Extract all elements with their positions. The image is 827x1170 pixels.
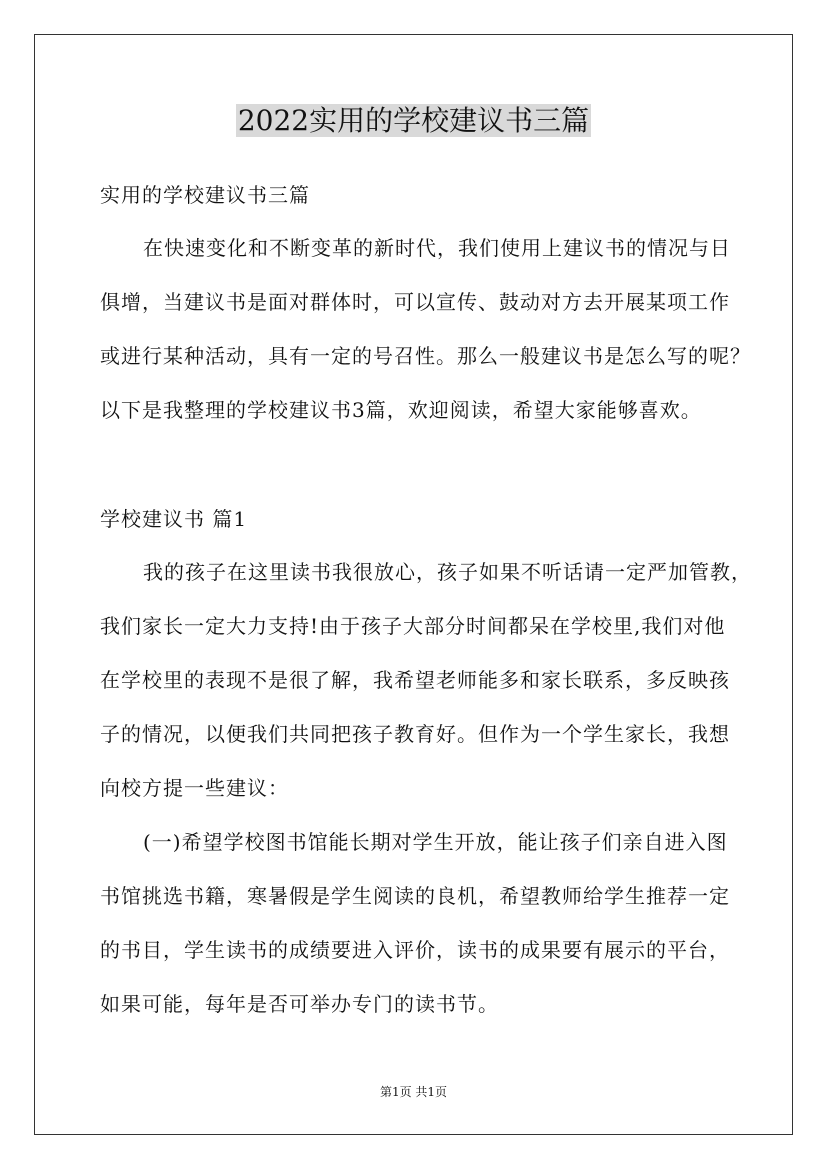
para1-line: 我们家长一定大力支持!由于孩子大部分时间都呆在学校里,我们对他 <box>100 614 726 638</box>
para1-line: 我的孩子在这里读书我很放心，孩子如果不听话请一定严加管教， <box>143 560 752 584</box>
intro-line: 以下是我整理的学校建议书3篇，欢迎阅读，希望大家能够喜欢。 <box>100 398 702 422</box>
para2-line: 书馆挑选书籍，寒暑假是学生阅读的良机，希望教师给学生推荐一定 <box>100 884 730 908</box>
para1-line: 子的情况，以便我们共同把孩子教育好。但作为一个学生家长，我想 <box>100 722 730 746</box>
intro-line: 在快速变化和不断变革的新时代，我们使用上建议书的情况与日 <box>143 236 731 260</box>
para1-line: 在学校里的表现不是很了解，我希望老师能多和家长联系，多反映孩 <box>100 668 730 692</box>
section-heading: 学校建议书 篇1 <box>100 507 248 531</box>
para2-line: (一)希望学校图书馆能长期对学生开放，能让孩子们亲自进入图 <box>143 830 728 854</box>
para2-line: 如果可能，每年是否可举办专门的读书节。 <box>100 992 499 1016</box>
intro-line: 或进行某种活动，具有一定的号召性。那么一般建议书是怎么写的呢？ <box>100 344 751 368</box>
page-footer <box>0 1084 827 1100</box>
para1-line: 向校方提一些建议： <box>100 776 289 800</box>
document-subtitle: 实用的学校建议书三篇 <box>100 183 310 207</box>
page-number-label: 第1页 共1页 <box>379 1085 448 1099</box>
intro-line: 俱增，当建议书是面对群体时，可以宣传、鼓动对方去开展某项工作 <box>100 290 730 314</box>
para2-line: 的书目，学生读书的成绩要进入评价，读书的成果要有展示的平台， <box>100 938 730 962</box>
document-title-text: 2022实用的学校建议书三篇 <box>237 104 590 137</box>
document-title <box>0 100 827 142</box>
